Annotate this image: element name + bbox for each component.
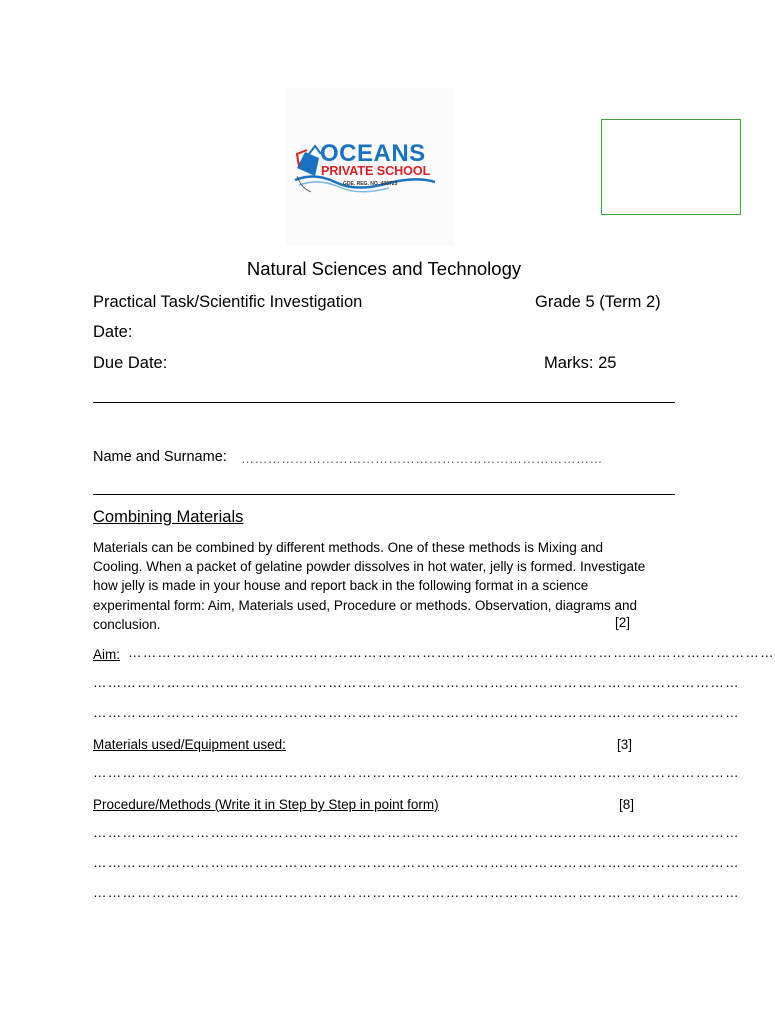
aim-label: Aim: <box>93 647 120 662</box>
logo-text-oceans: OCEANS <box>320 140 426 167</box>
photo-box <box>601 119 741 215</box>
marks-label: Marks: 25 <box>544 354 617 372</box>
materials-label: Materials used/Equipment used: <box>93 737 286 752</box>
page-title: Natural Sciences and Technology <box>246 258 522 279</box>
materials-mark: [3] <box>617 737 633 752</box>
divider-bottom <box>93 494 675 495</box>
school-logo <box>285 88 455 246</box>
aim-answer-line-3[interactable]: …………………………………………………………………………………………………………………… <box>93 705 740 720</box>
procedure-answer-line-3[interactable]: …………………………………………………………………………………………………………………… <box>93 885 740 900</box>
grade-label: Grade 5 (Term 2) <box>535 293 661 311</box>
date-label: Date: <box>93 323 133 341</box>
name-label: Name and Surname: <box>93 449 227 465</box>
logo-text-private-school: PRIVATE SCHOOL <box>321 164 431 178</box>
materials-answer-line[interactable]: …………………………………………………………………………………………………………………… <box>93 765 740 780</box>
due-date-label: Due Date: <box>93 354 168 372</box>
procedure-answer-line-2[interactable]: …………………………………………………………………………………………………………………… <box>93 855 740 870</box>
instructions-paragraph: Materials can be combined by different methods. One of these methods is Mixing and Cooling. When a packet of gelatine powder dissolves in hot water, jelly is formed. Investigate how jelly is made in your house and report back in the following format in a science experimental form: Aim, Materials used, Procedure or methods. Observation, diagrams and conclusion. <box>93 540 646 632</box>
paragraph-mark: [2] <box>615 615 631 630</box>
section-heading: Combining Materials <box>93 508 244 526</box>
task-label: Practical Task/Scientific Investigation <box>93 293 363 311</box>
procedure-mark: [8] <box>619 797 635 812</box>
aim-answer-line-2[interactable]: …………………………………………………………………………………………………………………… <box>93 675 740 690</box>
logo-reg-number: GDE. REG. NO.:400723 <box>343 181 398 187</box>
name-answer-line[interactable]: ……………………………………………………………………… <box>241 451 603 466</box>
aim-answer-line-1[interactable]: …………………………………………………………………………………………………………………… <box>128 645 775 660</box>
procedure-answer-line-1[interactable]: …………………………………………………………………………………………………………………… <box>93 825 740 840</box>
divider-top <box>93 402 675 403</box>
procedure-label: Procedure/Methods (Write it in Step by Step in point form) <box>93 797 439 812</box>
